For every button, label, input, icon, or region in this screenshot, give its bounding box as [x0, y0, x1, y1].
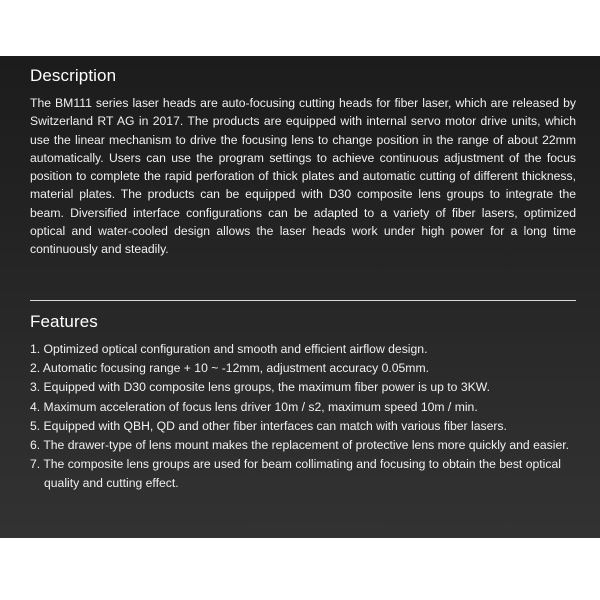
feature-item: 4. Maximum acceleration of focus lens driver 10m / s2, maximum speed 10m / min. [30, 399, 478, 414]
section-divider [30, 300, 576, 301]
description-heading: Description [30, 66, 117, 85]
feature-item: 6. The drawer-type of lens mount makes the replacement of protective lens more quickly and easier. [30, 438, 570, 453]
feature-item: 2. Automatic focusing range + 10 ~ -12mm, adjustment accuracy 0.05mm. [30, 361, 429, 376]
feature-item: 1. Optimized optical configuration and smooth and efficient airflow design. [30, 342, 428, 356]
description-text: The BM111 series laser heads are auto-focusing cutting heads for fiber laser, which are released by Switzerland RT AG in 2017. The products are equipped with internal servo motor drive units, which use the linear mechanism to drive the focusing lens to change position in the range of about 22mm automatically. Users can use the program settings to achieve continuous adjustment of the focus position to complete the rapid perforation of thick plates and automatic cutting of different thickness, material plates. The products can be equipped with D30 composite lens groups to integrate the beam. Diversified interface configurations can be adapted to a variety of fiber lasers, optimized optical and water-cooled design allows the laser heads work under high power for a long time continuously and steadily. [30, 96, 576, 257]
feature-item: 5. Equipped with QBH, QD and other fiber interfaces can match with various fiber lasers. [30, 418, 507, 433]
features-heading: Features [30, 312, 98, 331]
feature-item: 3. Equipped with D30 composite lens groups, the maximum fiber power is up to 3KW. [30, 380, 490, 395]
feature-item: 7. The composite lens groups are used for beam collimating and focusing to obtain the best optical quality and cutting effect. [30, 457, 561, 491]
features-list [30, 340, 576, 494]
product-info-panel [0, 56, 600, 538]
